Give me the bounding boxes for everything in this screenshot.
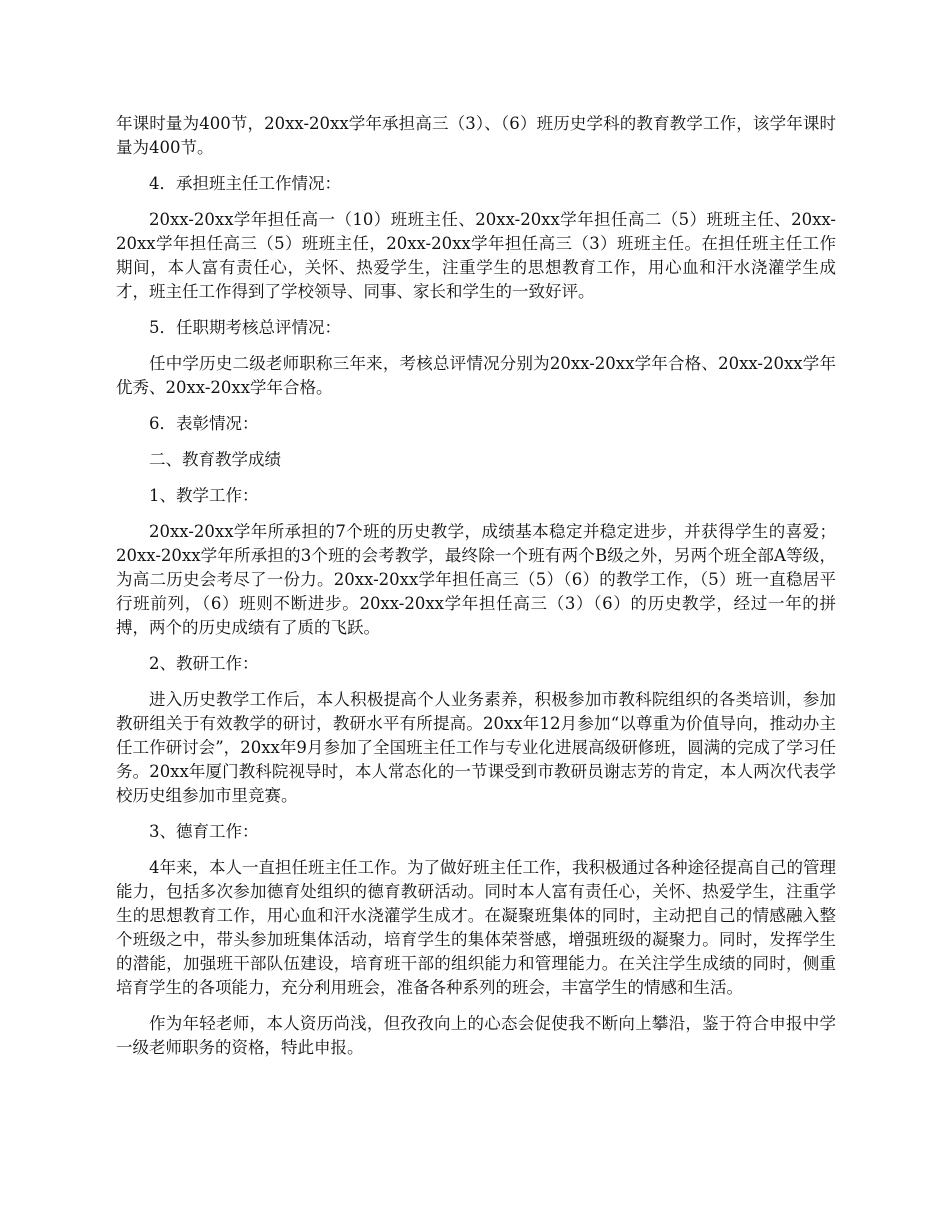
paragraph-head-teacher-work: 20xx-20xx学年担任高一（10）班班主任、20xx-20xx学年担任高二（5）班班主任、20xx-20xx学年担任高三（5）班班主任，20xx-20xx学年担任高三（3）班班主任。在担任班主任工作期间，本人富有责任心，关怀、热爱学生，注重学生的思想教育工作，用心血和汗水浇灌学生成才，班主任工作得到了学校领导、同事、家长和学生的一致好评。 bbox=[116, 210, 836, 301]
paragraph-teaching-work: 20xx-20xx学年所承担的7个班的历史教学，成绩基本稳定并稳定进步，并获得学生的喜爱；20xx-20xx学年所承担的3个班的会考教学，最终除一个班有两个B级之外，另两个班全部A等级，为高二历史会考尽了一份力。20xx-20xx学年担任高三（5）（6）的教学工作，（5）班一直稳居平行班前列，（6）班则不断进步。20xx-20xx学年担任高三（3）（6）的历史教学，经过一年的拼搏，两个的历史成绩有了质的飞跃。 bbox=[116, 522, 836, 637]
paragraph-research-work: 进入历史教学工作后，本人积极提高个人业务素养，积极参加市教科院组织的各类培训，参加教研组关于有效教学的研讨，教研水平有所提高。20xx年12月参加“以尊重为价值导向，推动办主任工作研讨会”，20xx年9月参加了全国班主任工作与专业化进展高级研修班，圆满的完成了学习任务。20xx年厦门教科院视导时，本人常态化的一节课受到市教研员谢志芳的肯定，本人两次代表学校历史组参加市里竞赛。 bbox=[116, 690, 836, 805]
paragraph-conclusion: 作为年轻老师，本人资历尚浅，但孜孜向上的心态会促使我不断向上攀沿，鉴于符合申报中学一级老师职务的资格，特此申报。 bbox=[116, 1014, 836, 1057]
document-page bbox=[116, 112, 836, 1072]
heading-teaching-work: 1、教学工作： bbox=[149, 486, 259, 505]
paragraph-moral-education: 4年来，本人一直担任班主任工作。为了做好班主任工作，我积极通过各种途径提高自己的管理能力，包括多次参加德育处组织的德育教研活动。同时本人富有责任心，关怀、热爱学生，注重学生的思想教育工作，用心血和汗水浇灌学生成才。在凝聚班集体的同时，主动把自己的情感融入整个班级之中，带头参加班集体活动，培育学生的集体荣誉感，增强班级的凝聚力。同时，发挥学生的潜能，加强班干部队伍建设，培育班干部的组织能力和管理能力。在关注学生成绩的同时，侧重培育学生的各项能力，充分利用班会，准备各种系列的班会，丰富学生的情感和生活。 bbox=[116, 858, 836, 997]
heading-teaching-achievements: 二、教育教学成绩 bbox=[149, 450, 281, 469]
heading-head-teacher-work: 4．承担班主任工作情况： bbox=[149, 174, 341, 193]
heading-moral-education: 3、德育工作： bbox=[149, 822, 259, 841]
heading-commendations: 6．表彰情况： bbox=[149, 414, 259, 433]
paragraph-assessment: 任中学历史二级老师职称三年来，考核总评情况分别为20xx-20xx学年合格、20xx-20xx学年优秀、20xx-20xx学年合格。 bbox=[116, 354, 836, 397]
heading-research-work: 2、教研工作： bbox=[149, 654, 259, 673]
paragraph-course-hours: 年课时量为400节，20xx-20xx学年承担高三（3）、（6）班历史学科的教育教学工作，该学年课时量为400节。 bbox=[116, 114, 836, 157]
heading-assessment: 5．任职期考核总评情况： bbox=[149, 318, 341, 337]
